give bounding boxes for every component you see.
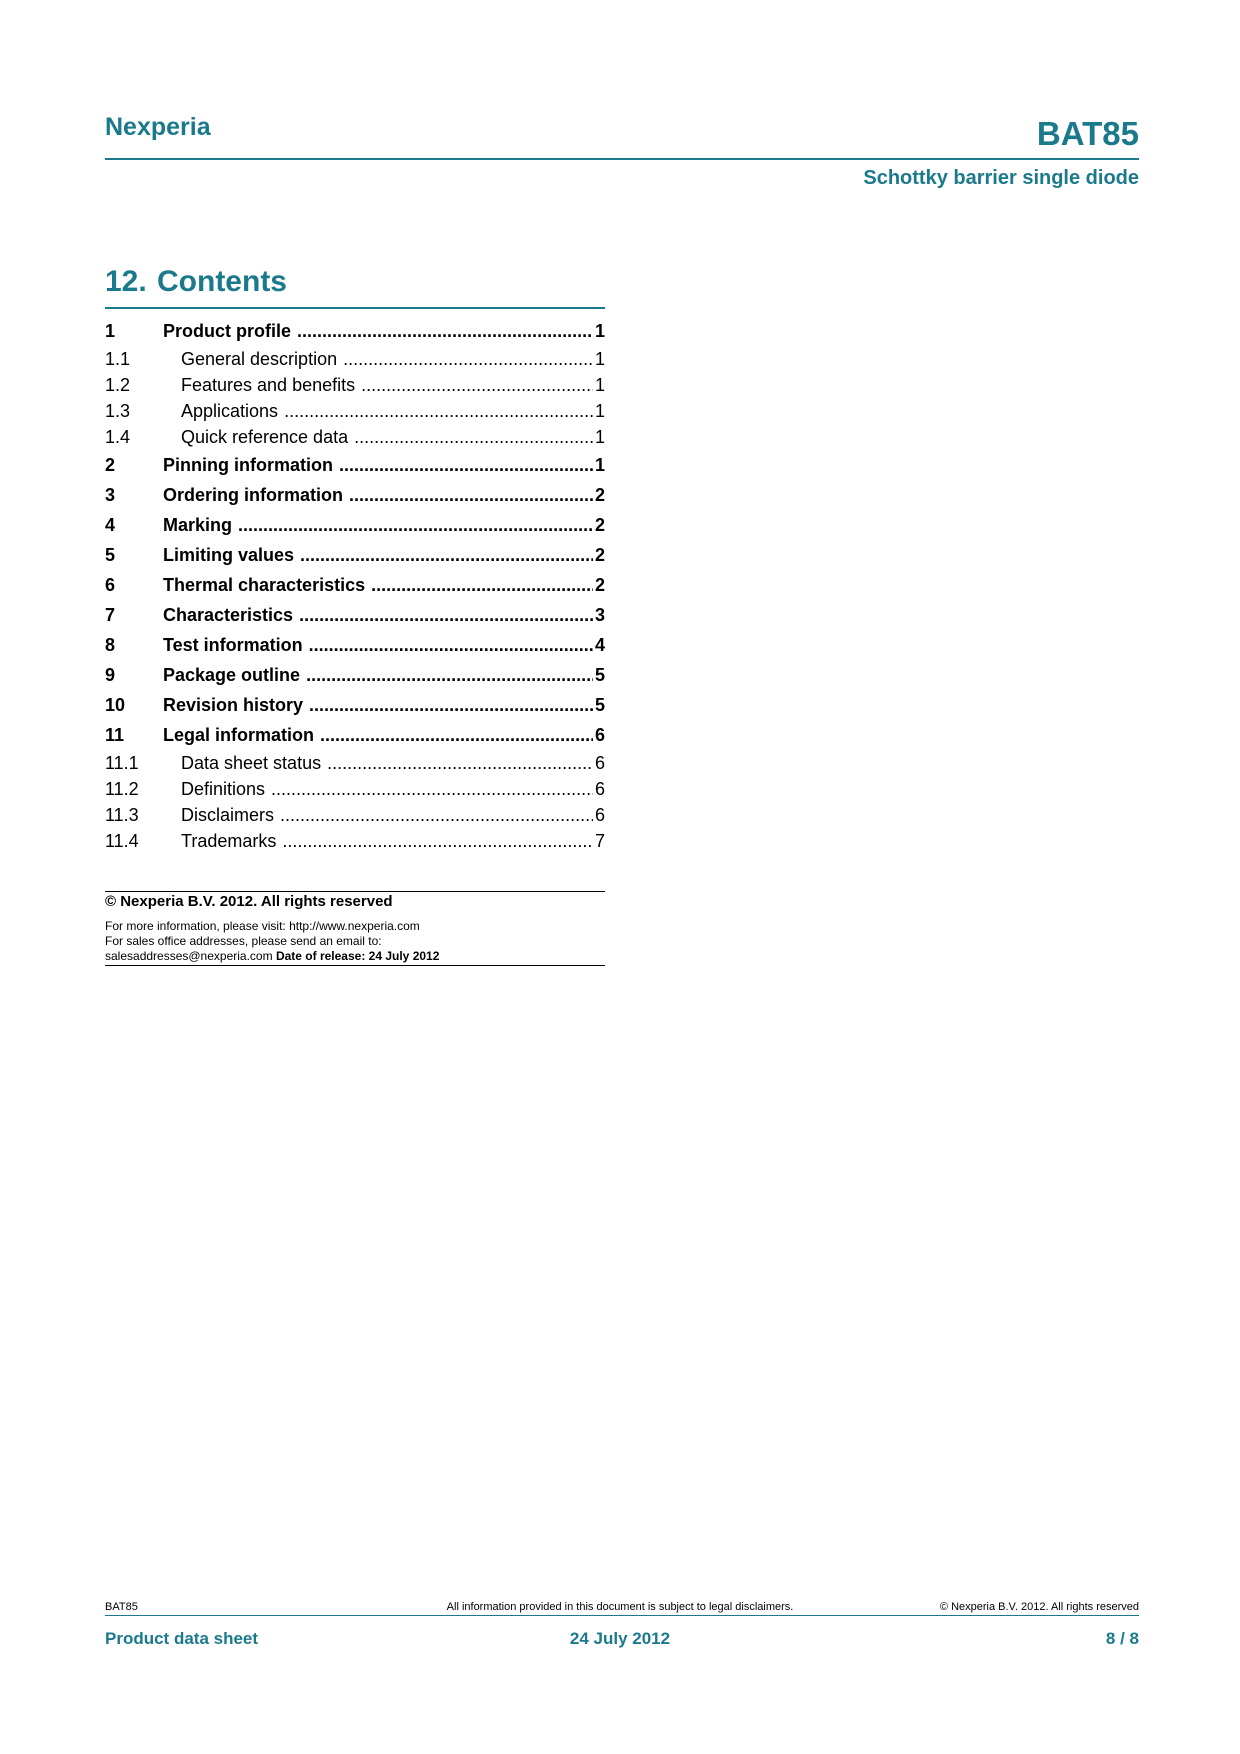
copyright-bottom-rule — [105, 965, 605, 966]
toc-entry-label: Test information — [163, 635, 303, 655]
toc-entry[interactable] — [105, 776, 605, 802]
toc-entry-number: 2 — [105, 455, 116, 475]
release-date: Date of release: 24 July 2012 — [275, 949, 440, 963]
toc-dot-leader — [309, 630, 593, 660]
toc-entry-page: 1 — [594, 375, 605, 395]
toc-entry[interactable] — [105, 630, 605, 660]
toc-entry-number: 11.2 — [105, 779, 139, 799]
toc-entry-number: 11.4 — [105, 831, 139, 851]
toc-entry-page: 1 — [594, 321, 605, 341]
toc-entry-number: 7 — [105, 605, 116, 625]
toc-dot-leader — [306, 660, 593, 690]
toc-entry-label: Characteristics — [163, 605, 294, 625]
email-release-line — [105, 949, 605, 964]
toc-entry-label: Ordering information — [163, 485, 343, 505]
toc-entry-label: Definitions — [181, 779, 266, 799]
document-title: BAT85 — [1036, 115, 1139, 152]
toc-entry[interactable] — [105, 540, 605, 570]
toc-entry[interactable] — [105, 802, 605, 828]
toc-entry-page: 6 — [594, 725, 605, 745]
sales-email: salesaddresses@nexperia.com — [105, 949, 273, 963]
footer-date: 24 July 2012 — [569, 1629, 671, 1648]
toc-entry-label: Features and benefits — [181, 375, 356, 395]
toc-entry[interactable] — [105, 660, 605, 690]
toc-entry-page: 1 — [594, 349, 605, 369]
toc-dot-leader — [280, 802, 593, 828]
toc-entry-number: 5 — [105, 545, 116, 565]
footer-page-number: 8 / 8 — [1105, 1629, 1139, 1648]
toc-entry-page: 2 — [594, 545, 605, 565]
toc-entry-label: Data sheet status — [181, 753, 322, 773]
toc-entry[interactable] — [105, 346, 605, 372]
toc-entry[interactable] — [105, 398, 605, 424]
toc-entry-page: 4 — [594, 635, 605, 655]
toc-entry-label: General description — [181, 349, 338, 369]
toc-entry-number: 3 — [105, 485, 116, 505]
toc-entry-page: 6 — [594, 805, 605, 825]
toc-dot-leader — [284, 398, 593, 424]
footer-disclaimer: All information provided in this document is subject to legal disclaimers. — [446, 1601, 794, 1613]
toc-entry-number: 1.2 — [105, 375, 131, 395]
toc-dot-leader — [271, 776, 593, 802]
sales-line: For sales office addresses, please send an email to: — [105, 934, 382, 948]
toc-dot-leader — [361, 372, 593, 398]
toc-entry[interactable] — [105, 720, 605, 750]
toc-entry[interactable] — [105, 510, 605, 540]
toc-entry-label: Legal information — [163, 725, 315, 745]
toc-entry-label: Pinning information — [163, 455, 333, 475]
toc-entry-label: Product profile — [163, 321, 292, 341]
section-number: 12. — [105, 265, 147, 298]
footer-copyright: © Nexperia B.V. 2012. All rights reserved — [939, 1601, 1139, 1613]
footer-divider — [105, 1615, 1139, 1616]
toc-dot-leader — [320, 720, 593, 750]
section-title: Contents — [157, 265, 287, 298]
toc-entry-number: 10 — [105, 695, 126, 715]
toc-dot-leader — [354, 424, 593, 450]
toc-entry-label: Package outline — [163, 665, 301, 685]
toc-entry-label: Applications — [181, 401, 279, 421]
toc-entry-label: Disclaimers — [181, 805, 275, 825]
toc-entry[interactable] — [105, 480, 605, 510]
toc-entry[interactable] — [105, 316, 605, 346]
copyright-block — [105, 893, 605, 964]
toc-entry-number: 1 — [105, 321, 116, 341]
toc-dot-leader — [339, 450, 593, 480]
toc-entry-page: 2 — [594, 575, 605, 595]
document-subtitle: Schottky barrier single diode — [863, 167, 1139, 189]
toc-entry-number: 1.3 — [105, 401, 131, 421]
brand-name: Nexperia — [105, 113, 211, 141]
toc-entry-page: 6 — [594, 779, 605, 799]
toc-dot-leader — [371, 570, 593, 600]
toc-entry-page: 3 — [594, 605, 605, 625]
toc-entry-label: Revision history — [163, 695, 304, 715]
toc-entry[interactable] — [105, 372, 605, 398]
toc-dot-leader — [309, 690, 593, 720]
toc-entry-number: 11.1 — [105, 753, 139, 773]
toc-entry-page: 7 — [594, 831, 605, 851]
toc-dot-leader — [300, 540, 593, 570]
toc-entry-number: 1.1 — [105, 349, 131, 369]
toc-entry[interactable] — [105, 828, 605, 854]
toc-entry-number: 1.4 — [105, 427, 131, 447]
toc-entry-number: 9 — [105, 665, 116, 685]
toc-entry-number: 4 — [105, 515, 116, 535]
toc-entry-label: Quick reference data — [181, 427, 349, 447]
toc-entry-label: Limiting values — [163, 545, 295, 565]
toc-entry-number: 11 — [105, 725, 125, 745]
toc-dot-leader — [327, 750, 593, 776]
table-of-contents — [105, 316, 605, 854]
toc-entry-label: Thermal characteristics — [163, 575, 366, 595]
toc-entry-page: 5 — [594, 695, 605, 715]
toc-dot-leader — [349, 480, 593, 510]
toc-entry-page: 1 — [594, 401, 605, 421]
toc-dot-leader — [238, 510, 593, 540]
toc-entry-page: 6 — [594, 753, 605, 773]
toc-dot-leader — [282, 828, 593, 854]
toc-entry[interactable] — [105, 750, 605, 776]
contents-divider — [105, 307, 605, 309]
toc-entry-page: 1 — [594, 427, 605, 447]
toc-entry-page: 2 — [594, 485, 605, 505]
copyright-top-rule — [105, 891, 605, 892]
toc-entry[interactable] — [105, 600, 605, 630]
toc-entry[interactable] — [105, 450, 605, 480]
copyright-notice: © Nexperia B.V. 2012. All rights reserved — [105, 893, 393, 910]
toc-dot-leader — [297, 316, 593, 346]
toc-dot-leader — [299, 600, 593, 630]
toc-entry-page: 2 — [594, 515, 605, 535]
toc-entry-page: 5 — [594, 665, 605, 685]
header-divider — [105, 158, 1139, 160]
toc-entry-number: 11.3 — [105, 805, 139, 825]
toc-entry-page: 1 — [594, 455, 605, 475]
info-line: For more information, please visit: http://www.nexperia.com — [105, 919, 420, 933]
toc-entry[interactable] — [105, 690, 605, 720]
toc-entry[interactable] — [105, 424, 605, 450]
toc-dot-leader — [343, 346, 593, 372]
footer-doc-type: Product data sheet — [105, 1629, 259, 1648]
toc-entry-number: 8 — [105, 635, 116, 655]
footer-doc-id: BAT85 — [105, 1601, 138, 1613]
contact-info — [105, 919, 605, 964]
toc-entry-label: Marking — [163, 515, 233, 535]
section-heading — [105, 265, 287, 299]
toc-entry[interactable] — [105, 570, 605, 600]
toc-entry-label: Trademarks — [181, 831, 277, 851]
toc-entry-number: 6 — [105, 575, 116, 595]
